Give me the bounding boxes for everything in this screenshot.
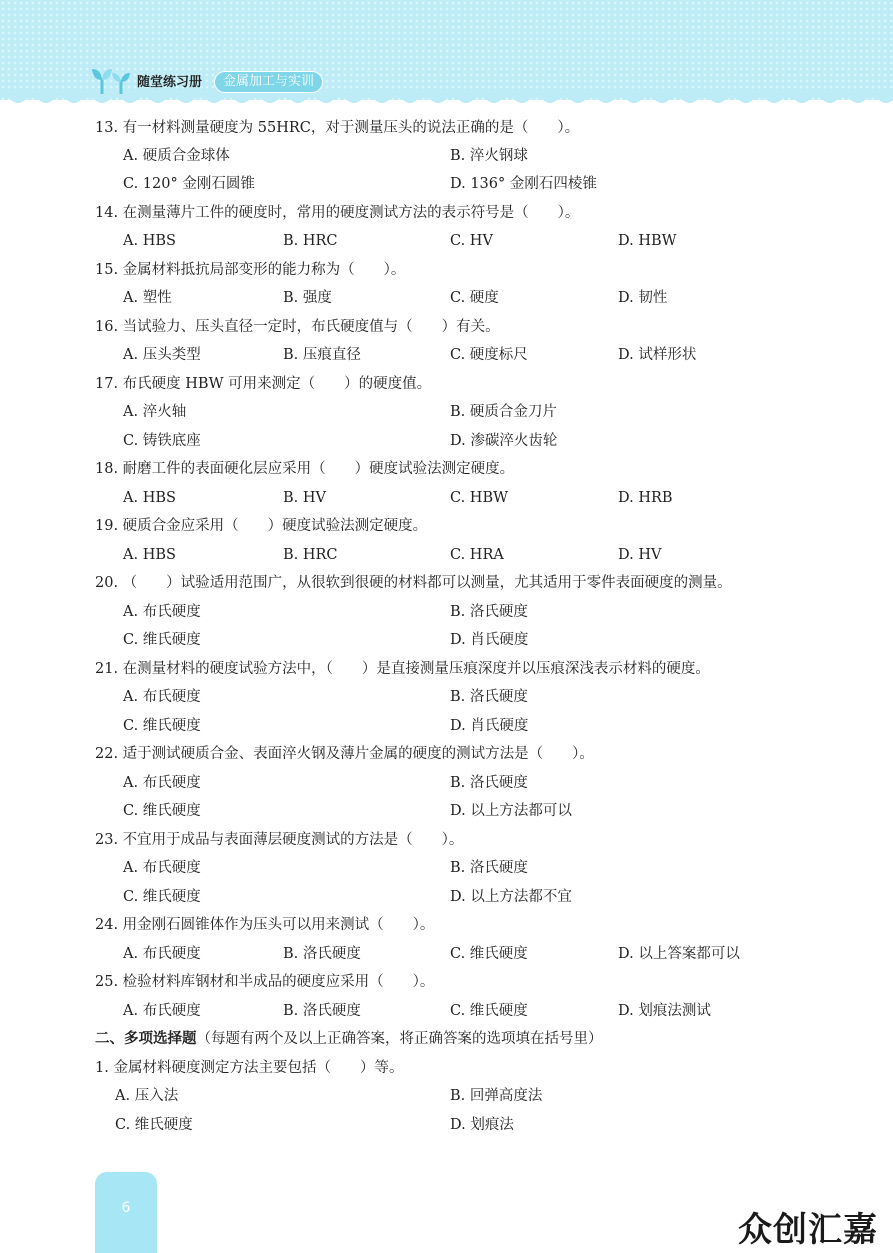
question-25-option-b: B. 洛氏硬度 xyxy=(283,1003,361,1019)
page-number: 6 xyxy=(121,1200,131,1216)
multi-question-1-option-d: D. 划痕法 xyxy=(450,1117,514,1133)
question-23-option-b: B. 洛氏硬度 xyxy=(450,860,528,876)
question-25-option-c: C. 维氏硬度 xyxy=(450,1003,528,1019)
question-13-stem: 13. 有一材料测量硬度为 55HRC，对于测量压头的说法正确的是（ ）。 xyxy=(95,120,580,136)
question-24-option-c: C. 维氏硬度 xyxy=(450,946,528,962)
page-number-tab xyxy=(95,1172,157,1253)
question-14-option-b: B. HRC xyxy=(283,233,338,249)
question-17-option-a: A. 淬火轴 xyxy=(123,404,187,420)
question-23-stem: 23. 不宜用于成品与表面薄层硬度测试的方法是（ ）。 xyxy=(95,832,464,848)
question-24-stem: 24. 用金刚石圆锥体作为压头可以用来测试（ ）。 xyxy=(95,917,435,933)
question-16-option-a: A. 压头类型 xyxy=(123,347,201,363)
question-22-option-a: A. 布氏硬度 xyxy=(123,775,201,791)
question-18-stem: 18. 耐磨工件的表面硬化层应采用（ ）硬度试验法测定硬度。 xyxy=(95,461,515,477)
section-heading xyxy=(95,1025,603,1053)
question-25-option-d: D. 划痕法测试 xyxy=(618,1003,711,1019)
question-19-option-b: B. HRC xyxy=(283,547,338,563)
question-25-stem: 25. 检验材料库钢材和半成品的硬度应采用（ ）。 xyxy=(95,974,435,990)
sprout-logo-icon xyxy=(90,60,132,96)
question-14-option-d: D. HBW xyxy=(618,233,677,249)
question-20-option-a: A. 布氏硬度 xyxy=(123,604,201,620)
question-16-option-d: D. 试样形状 xyxy=(618,347,697,363)
question-19-option-a: A. HBS xyxy=(123,547,176,563)
question-21-option-c: C. 维氏硬度 xyxy=(123,718,201,734)
question-23-option-a: A. 布氏硬度 xyxy=(123,860,201,876)
question-17-option-b: B. 硬质合金刀片 xyxy=(450,404,557,420)
question-17-option-d: D. 渗碳淬火齿轮 xyxy=(450,433,558,449)
section-note: （每题有两个及以上正确答案，将正确答案的选项填在括号里） xyxy=(196,1031,603,1047)
question-17-stem: 17. 布氏硬度 HBW 可用来测定（ ）的硬度值。 xyxy=(95,376,432,392)
book-title: 随堂练习册 xyxy=(137,75,203,90)
question-13-option-b: B. 淬火钢球 xyxy=(450,148,528,164)
question-20-option-d: D. 肖氏硬度 xyxy=(450,632,529,648)
question-21-option-a: A. 布氏硬度 xyxy=(123,689,201,705)
question-19-option-d: D. HV xyxy=(618,547,662,563)
question-21-option-d: D. 肖氏硬度 xyxy=(450,718,529,734)
question-14-option-a: A. HBS xyxy=(123,233,176,249)
question-22-option-d: D. 以上方法都可以 xyxy=(450,803,572,819)
multi-question-1-stem: 1. 金属材料硬度测定方法主要包括（ ）等。 xyxy=(95,1060,404,1076)
question-22-option-b: B. 洛氏硬度 xyxy=(450,775,528,791)
section-title: 二、多项选择题 xyxy=(95,1031,197,1047)
question-19-option-c: C. HRA xyxy=(450,547,504,563)
question-21-stem: 21. 在测量材料的硬度试验方法中，（ ）是直接测量压痕深度并以压痕深浅表示材料的硬度。 xyxy=(95,661,710,677)
question-18-option-d: D. HRB xyxy=(618,490,673,506)
question-15-option-a: A. 塑性 xyxy=(123,290,172,306)
question-18-option-a: A. HBS xyxy=(123,490,176,506)
watermark-logo: 众创汇嘉 xyxy=(738,1210,878,1250)
question-24-option-a: A. 布氏硬度 xyxy=(123,946,201,962)
question-20-option-c: C. 维氏硬度 xyxy=(123,632,201,648)
question-18-option-b: B. HV xyxy=(283,490,326,506)
header-wave-edge xyxy=(0,92,893,108)
header-band xyxy=(0,0,893,100)
question-25-option-a: A. 布氏硬度 xyxy=(123,1003,201,1019)
question-13-option-a: A. 硬质合金球体 xyxy=(123,148,230,164)
question-24-option-b: B. 洛氏硬度 xyxy=(283,946,361,962)
question-13-option-d: D. 136° 金刚石四棱锥 xyxy=(450,176,597,192)
question-19-stem: 19. 硬质合金应采用（ ）硬度试验法测定硬度。 xyxy=(95,518,428,534)
question-15-option-b: B. 强度 xyxy=(283,290,332,306)
question-20-stem: 20. （ ）试验适用范围广，从很软到很硬的材料都可以测量，尤其适用于零件表面硬度的测量。 xyxy=(95,575,732,591)
question-22-option-c: C. 维氏硬度 xyxy=(123,803,201,819)
question-16-stem: 16. 当试验力、压头直径一定时，布氏硬度值与（ ）有关。 xyxy=(95,319,500,335)
question-23-option-c: C. 维氏硬度 xyxy=(123,889,201,905)
multi-question-1-option-a: A. 压入法 xyxy=(115,1088,179,1104)
question-15-option-c: C. 硬度 xyxy=(450,290,499,306)
question-14-option-c: C. HV xyxy=(450,233,493,249)
multi-question-1-option-b: B. 回弹高度法 xyxy=(450,1088,543,1104)
question-15-option-d: D. 韧性 xyxy=(618,290,668,306)
question-18-option-c: C. HBW xyxy=(450,490,508,506)
question-14-stem: 14. 在测量薄片工件的硬度时，常用的硬度测试方法的表示符号是（ ）。 xyxy=(95,205,580,221)
question-17-option-c: C. 铸铁底座 xyxy=(123,433,201,449)
question-15-stem: 15. 金属材料抵抗局部变形的能力称为（ ）。 xyxy=(95,262,406,278)
question-20-option-b: B. 洛氏硬度 xyxy=(450,604,528,620)
question-22-stem: 22. 适于测试硬质合金、表面淬火钢及薄片金属的硬度的测试方法是（ ）。 xyxy=(95,746,594,762)
question-23-option-d: D. 以上方法都不宜 xyxy=(450,889,572,905)
question-24-option-d: D. 以上答案都可以 xyxy=(618,946,740,962)
question-16-option-c: C. 硬度标尺 xyxy=(450,347,528,363)
question-21-option-b: B. 洛氏硬度 xyxy=(450,689,528,705)
multi-question-1-option-c: C. 维氏硬度 xyxy=(115,1117,193,1133)
question-13-option-c: C. 120° 金刚石圆锥 xyxy=(123,176,255,192)
question-16-option-b: B. 压痕直径 xyxy=(283,347,361,363)
subject-badge: 金属加工与实训 xyxy=(214,71,323,93)
